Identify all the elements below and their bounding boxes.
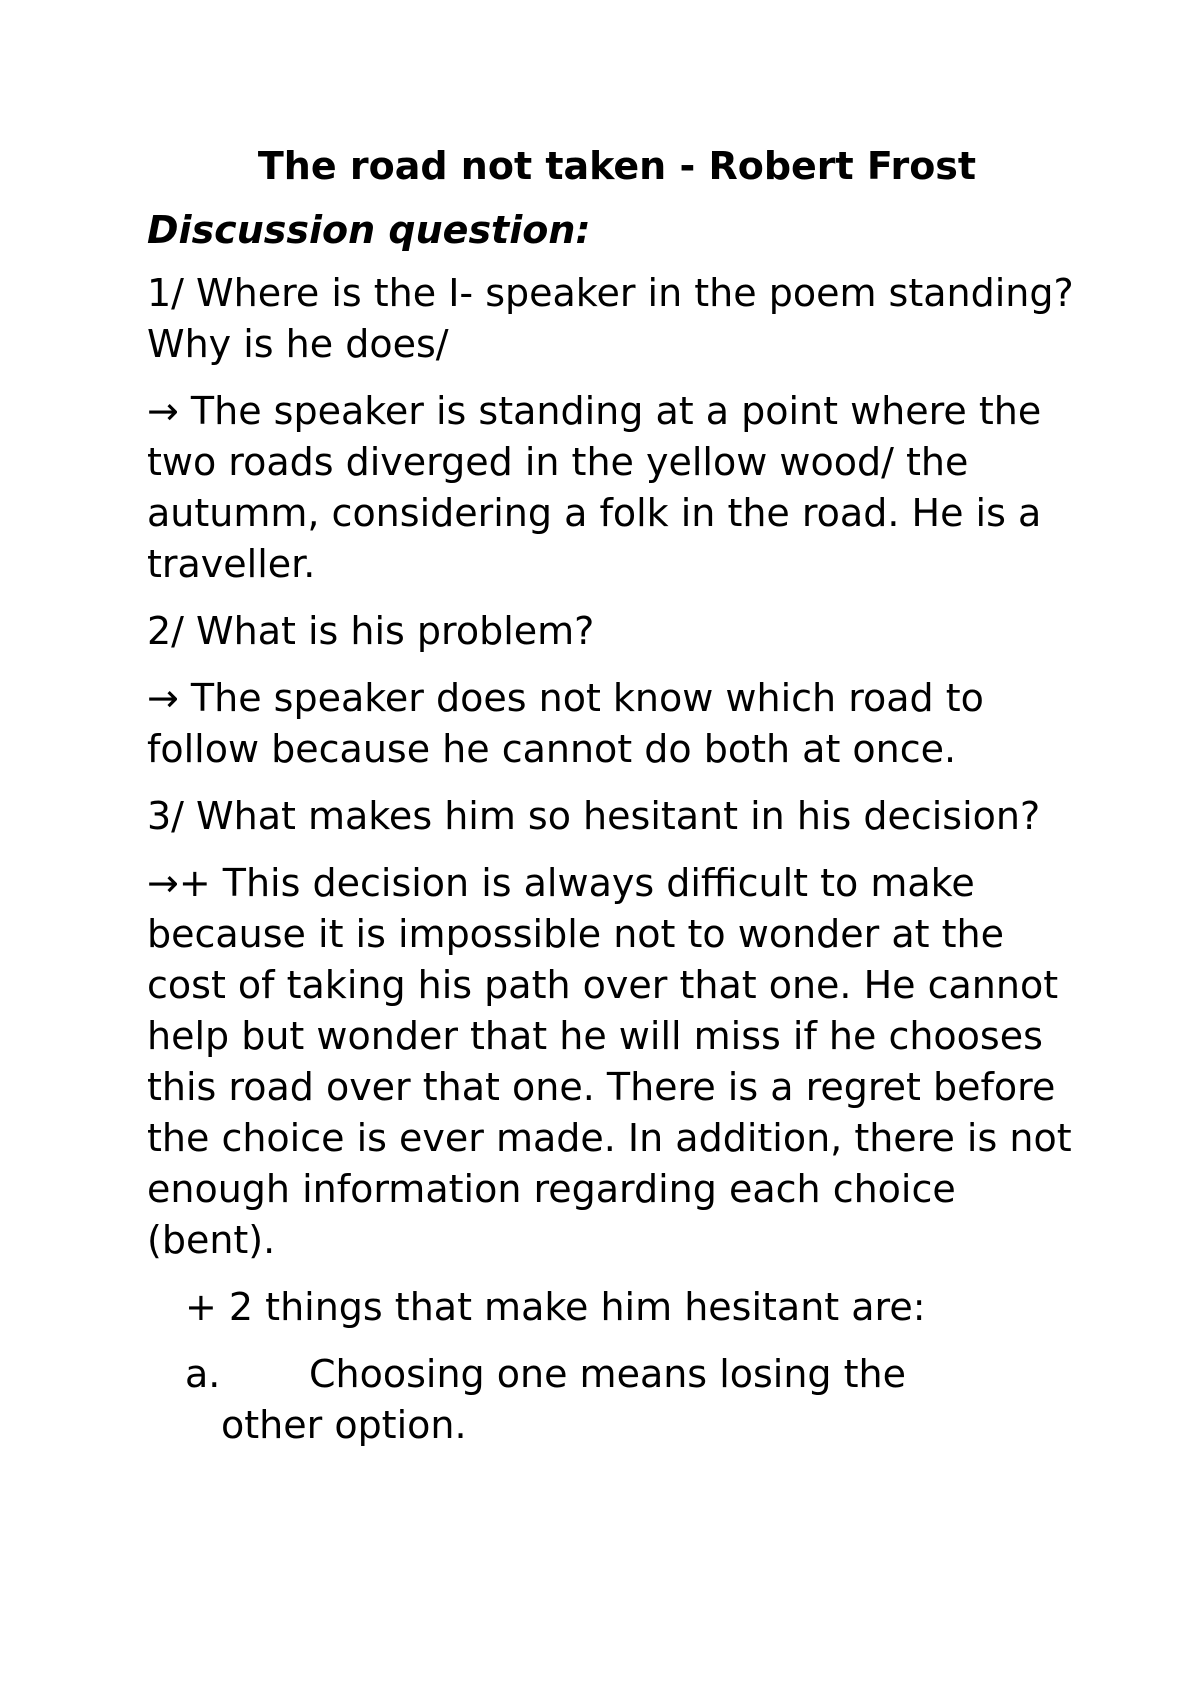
answer-1: → The speaker is standing at a point where the two roads diverged in the yellow wood/ the autumm, considering a folk in the road. He is a traveller.	[147, 389, 1042, 586]
question-3: 3/ What makes him so hesitant in his decision?	[147, 794, 1041, 838]
answer-3: →+ This decision is always difficult to make because it is impossible not to wonder at the cost of taking his path over that one. He cannot help but wonder that he will miss if he chooses this road over that one. There is a regret before the choice is ever made. In addition, there is not enough information regarding each choice (bent).	[147, 861, 1072, 1262]
list-item-marker: a.	[185, 1352, 221, 1396]
list-item-text-continued: other option.	[221, 1403, 467, 1447]
question-1: 1/ Where is the I- speaker in the poem standing? Why is he does/	[147, 271, 1074, 366]
list-item-text: Choosing one means losing the	[309, 1352, 906, 1396]
section-heading: Discussion question:	[147, 208, 591, 252]
answer-3-subpoint: + 2 things that make him hesitant are:	[185, 1285, 926, 1329]
list-item	[147, 1349, 1087, 1451]
answer-2: → The speaker does not know which road to follow because he cannot do both at once.	[147, 676, 984, 771]
document-page	[147, 140, 1087, 1451]
document-title: The road not taken - Robert Frost	[257, 144, 977, 188]
question-2: 2/ What is his problem?	[147, 609, 595, 653]
